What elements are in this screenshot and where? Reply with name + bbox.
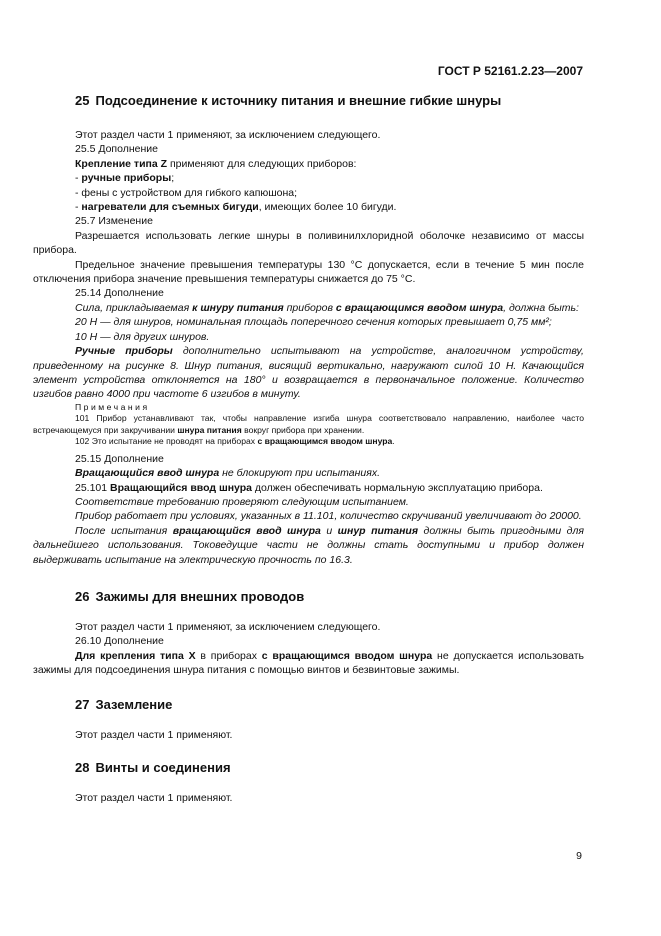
bold-term: нагреватели для съемных бигуди <box>81 201 259 214</box>
bold-term: с вращающимся вводом шнура <box>257 436 393 447</box>
bullet: - <box>75 201 82 214</box>
text-run: должны быть пригодными для дальнейшего использования. Токоведущие части не должны стать доступными и прибор должен выдерживать испытание на электрическую прочность по 16.3. <box>33 524 584 566</box>
text-run: применяют для следующих приборов: <box>167 157 357 170</box>
bold-term: Для крепления типа X <box>75 649 196 662</box>
list-item: - фены с устройством для гибкого капюшона; <box>75 186 298 199</box>
clause-number: 25.101 <box>75 481 111 494</box>
clause-heading: 25.15 Дополнение <box>75 452 164 465</box>
paragraph <box>33 524 584 567</box>
section-27-heading <box>33 696 584 714</box>
paragraph <box>33 301 584 315</box>
paragraph: 10 Н — для других шнуров. <box>75 330 210 343</box>
paragraph: Этот раздел части 1 применяют, за исключением следующего. <box>75 620 381 633</box>
paragraph: Предельное значение превышения температуры 130 °С допускается, если в течение 5 мин после отключения прибора значение превышения температуры снижается до 75 °С. <box>33 258 584 286</box>
bold-term: шнур питания <box>337 524 419 537</box>
section-number: 25 <box>75 93 90 108</box>
text-run: 102 Это испытание не проводят на приборах <box>75 436 258 447</box>
text-run: . <box>392 436 395 447</box>
bullet: - <box>75 172 82 185</box>
text-run: 101 Прибор устанавливают так, чтобы направление изгиба шнура соответствовало направлению, наиболее часто встречающемуся при закручивании <box>33 413 584 435</box>
clause-heading: 25.14 Дополнение <box>75 287 164 300</box>
bold-term: вращающийся ввод шнура <box>172 524 321 537</box>
clause-heading: 25.7 Изменение <box>75 215 153 228</box>
section-title: Заземление <box>95 696 173 712</box>
text-run: дополнительно испытывают на устройстве, аналогичном устройству, приведенному на рисунке 8. Шнур питания, висящий вертикально, нагружают силой 10 Н. Качающийся элемент устройства отклоняется на 180° и возвращается в первоначальное положение. Количество изгибов равно 4000 при частоте 6 изгибов в минуту. <box>33 345 584 401</box>
section-title: Винты и соединения <box>95 760 231 775</box>
text-run: , имеющих более 10 бигуди. <box>258 201 397 214</box>
clause-heading <box>33 481 584 495</box>
bold-term: к шнуру питания <box>192 301 284 314</box>
paragraph: 20 Н — для шнуров, номинальная площадь поперечного сечения которых превышает 0,75 мм²; <box>75 316 552 329</box>
section-number: 26 <box>75 588 90 604</box>
text-run: не блокируют при испытаниях. <box>219 467 381 480</box>
bold-term: с вращающимся вводом шнура <box>261 649 433 662</box>
text-run: вокруг прибора при хранении. <box>241 424 365 435</box>
list-item <box>33 200 584 214</box>
text-run: не допускается использовать зажимы для подсоединения шнура питания с помощью винтов и безвинтовые зажимы. <box>33 649 584 677</box>
paragraph <box>33 649 584 678</box>
paragraph <box>33 344 584 402</box>
notes-block <box>33 402 584 448</box>
bold-term: ручные приборы <box>81 172 172 185</box>
text-run: Сила, прикладываемая <box>75 301 193 314</box>
bold-term: Ручные приборы <box>75 345 173 358</box>
paragraph: Этот раздел части 1 применяют, за исключением следующего. <box>75 129 381 141</box>
clause-heading: 26.10 Дополнение <box>75 635 164 648</box>
bold-term: шнура питания <box>177 424 242 435</box>
section-title: Подсоединение к источнику питания и внешние гибкие шнуры <box>95 93 502 108</box>
clause-heading: 25.5 Дополнение <box>75 143 158 156</box>
section-title: Зажимы для внешних проводов <box>95 588 305 604</box>
note-101 <box>33 413 584 436</box>
text-run: в приборах <box>195 649 262 662</box>
paragraph: Этот раздел части 1 применяют. <box>75 792 233 804</box>
document-number: ГОСТ Р 52161.2.23—2007 <box>437 64 583 78</box>
notes-title: Примечания <box>75 401 150 412</box>
text-run: приборов <box>283 301 336 314</box>
paragraph: Прибор работает при условиях, указанных в 11.101, количество скручиваний увеличивают до 20000. <box>75 510 582 523</box>
text-run: ; <box>171 172 175 185</box>
bold-term: Вращающийся ввод шнура <box>75 467 220 480</box>
bold-term: с вращающимся вводом шнура <box>335 301 504 314</box>
section-number: 27 <box>75 696 90 712</box>
text-run: После испытания <box>75 524 173 537</box>
paragraph: Разрешается использовать легкие шнуры в поливинилхлоридной оболочке независимо от массы прибора. <box>33 229 584 257</box>
section-25-heading <box>33 92 584 110</box>
section-28-heading <box>33 759 584 777</box>
paragraph <box>33 466 584 480</box>
paragraph <box>33 157 584 171</box>
paragraph: Этот раздел части 1 применяют. <box>75 728 233 741</box>
paragraph: Соответствие требованию проверяют следующим испытанием. <box>75 495 409 508</box>
text-run: и <box>320 524 338 537</box>
note-102 <box>33 436 584 448</box>
bold-term: Крепление типа Z <box>75 157 168 170</box>
page-content <box>33 92 584 805</box>
text-run: , должна быть: <box>503 301 579 314</box>
section-26-heading <box>33 588 584 606</box>
list-item <box>33 171 584 185</box>
section-number: 28 <box>75 760 90 775</box>
text-run: должен обеспечивать нормальную эксплуатацию прибора. <box>252 481 543 494</box>
bold-term: Вращающийся ввод шнура <box>110 481 253 494</box>
page-number: 9 <box>576 850 582 862</box>
